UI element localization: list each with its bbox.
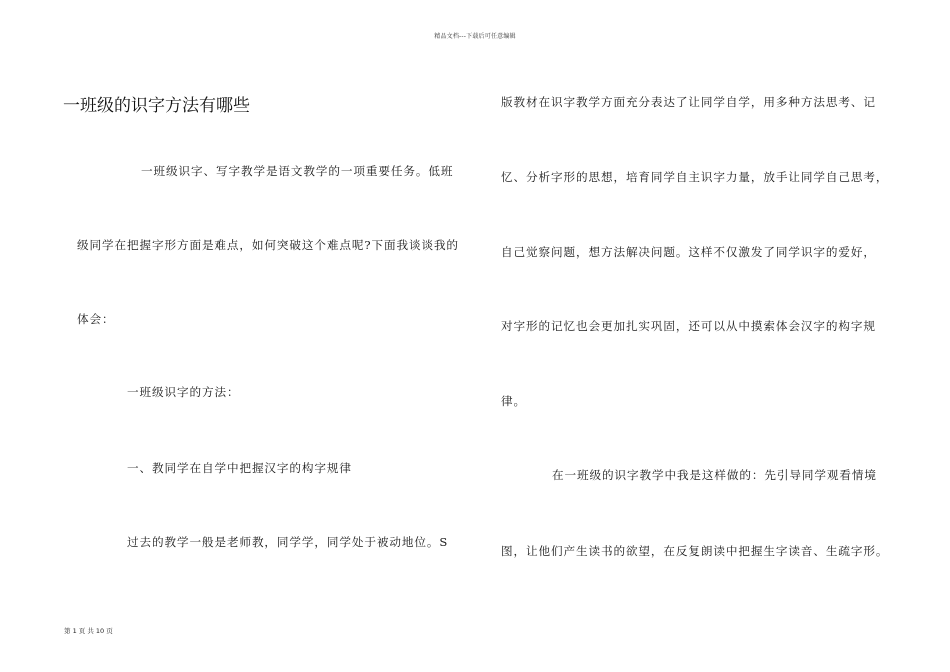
paragraph-line: 律。 <box>501 394 526 408</box>
paragraph-line: 一班级识字、写字教学是语文教学的一项重要任务。低班 <box>141 164 454 178</box>
section-heading: 一班级识字的方法： <box>127 385 240 399</box>
paragraph-line: 过去的教学一般是老师教，同学学，同学处于被动地位。S <box>127 535 449 549</box>
paragraph-line: 自己觉察问题，想方法解决问题。这样不仅激发了同学识字的爱好， <box>501 245 876 259</box>
paragraph-line: 版教材在识字教学方面充分表达了让同学自学，用多种方法思考、记 <box>501 95 876 109</box>
header-note: 精品文档---下载后可任意编辑 <box>434 33 516 40</box>
paragraph-line: 图，让他们产生读书的欲望，在反复朗读中把握生字读音、生疏字形。 <box>501 544 889 558</box>
paragraph-line: 对字形的记忆也会更加扎实巩固，还可以从中摸索体会汉字的构字规 <box>501 319 876 333</box>
paragraph-line: 忆、分析字形的思想，培育同学自主识字力量，放手让同学自己思考， <box>501 170 889 184</box>
paragraph-line: 级同学在把握字形方面是难点，如何突破这个难点呢?下面我谈谈我的 <box>77 238 459 252</box>
paragraph-line: 体会： <box>77 312 115 326</box>
subsection-heading: 一、教同学在自学中把握汉字的构字规律 <box>127 461 352 475</box>
paragraph-line: 在一班级的识字教学中我是这样做的：先引导同学观看情境 <box>552 468 877 482</box>
document-title: 一班级的识字方法有哪些 <box>63 96 250 116</box>
page-footer: 第 1 页 共 10 页 <box>64 627 113 635</box>
